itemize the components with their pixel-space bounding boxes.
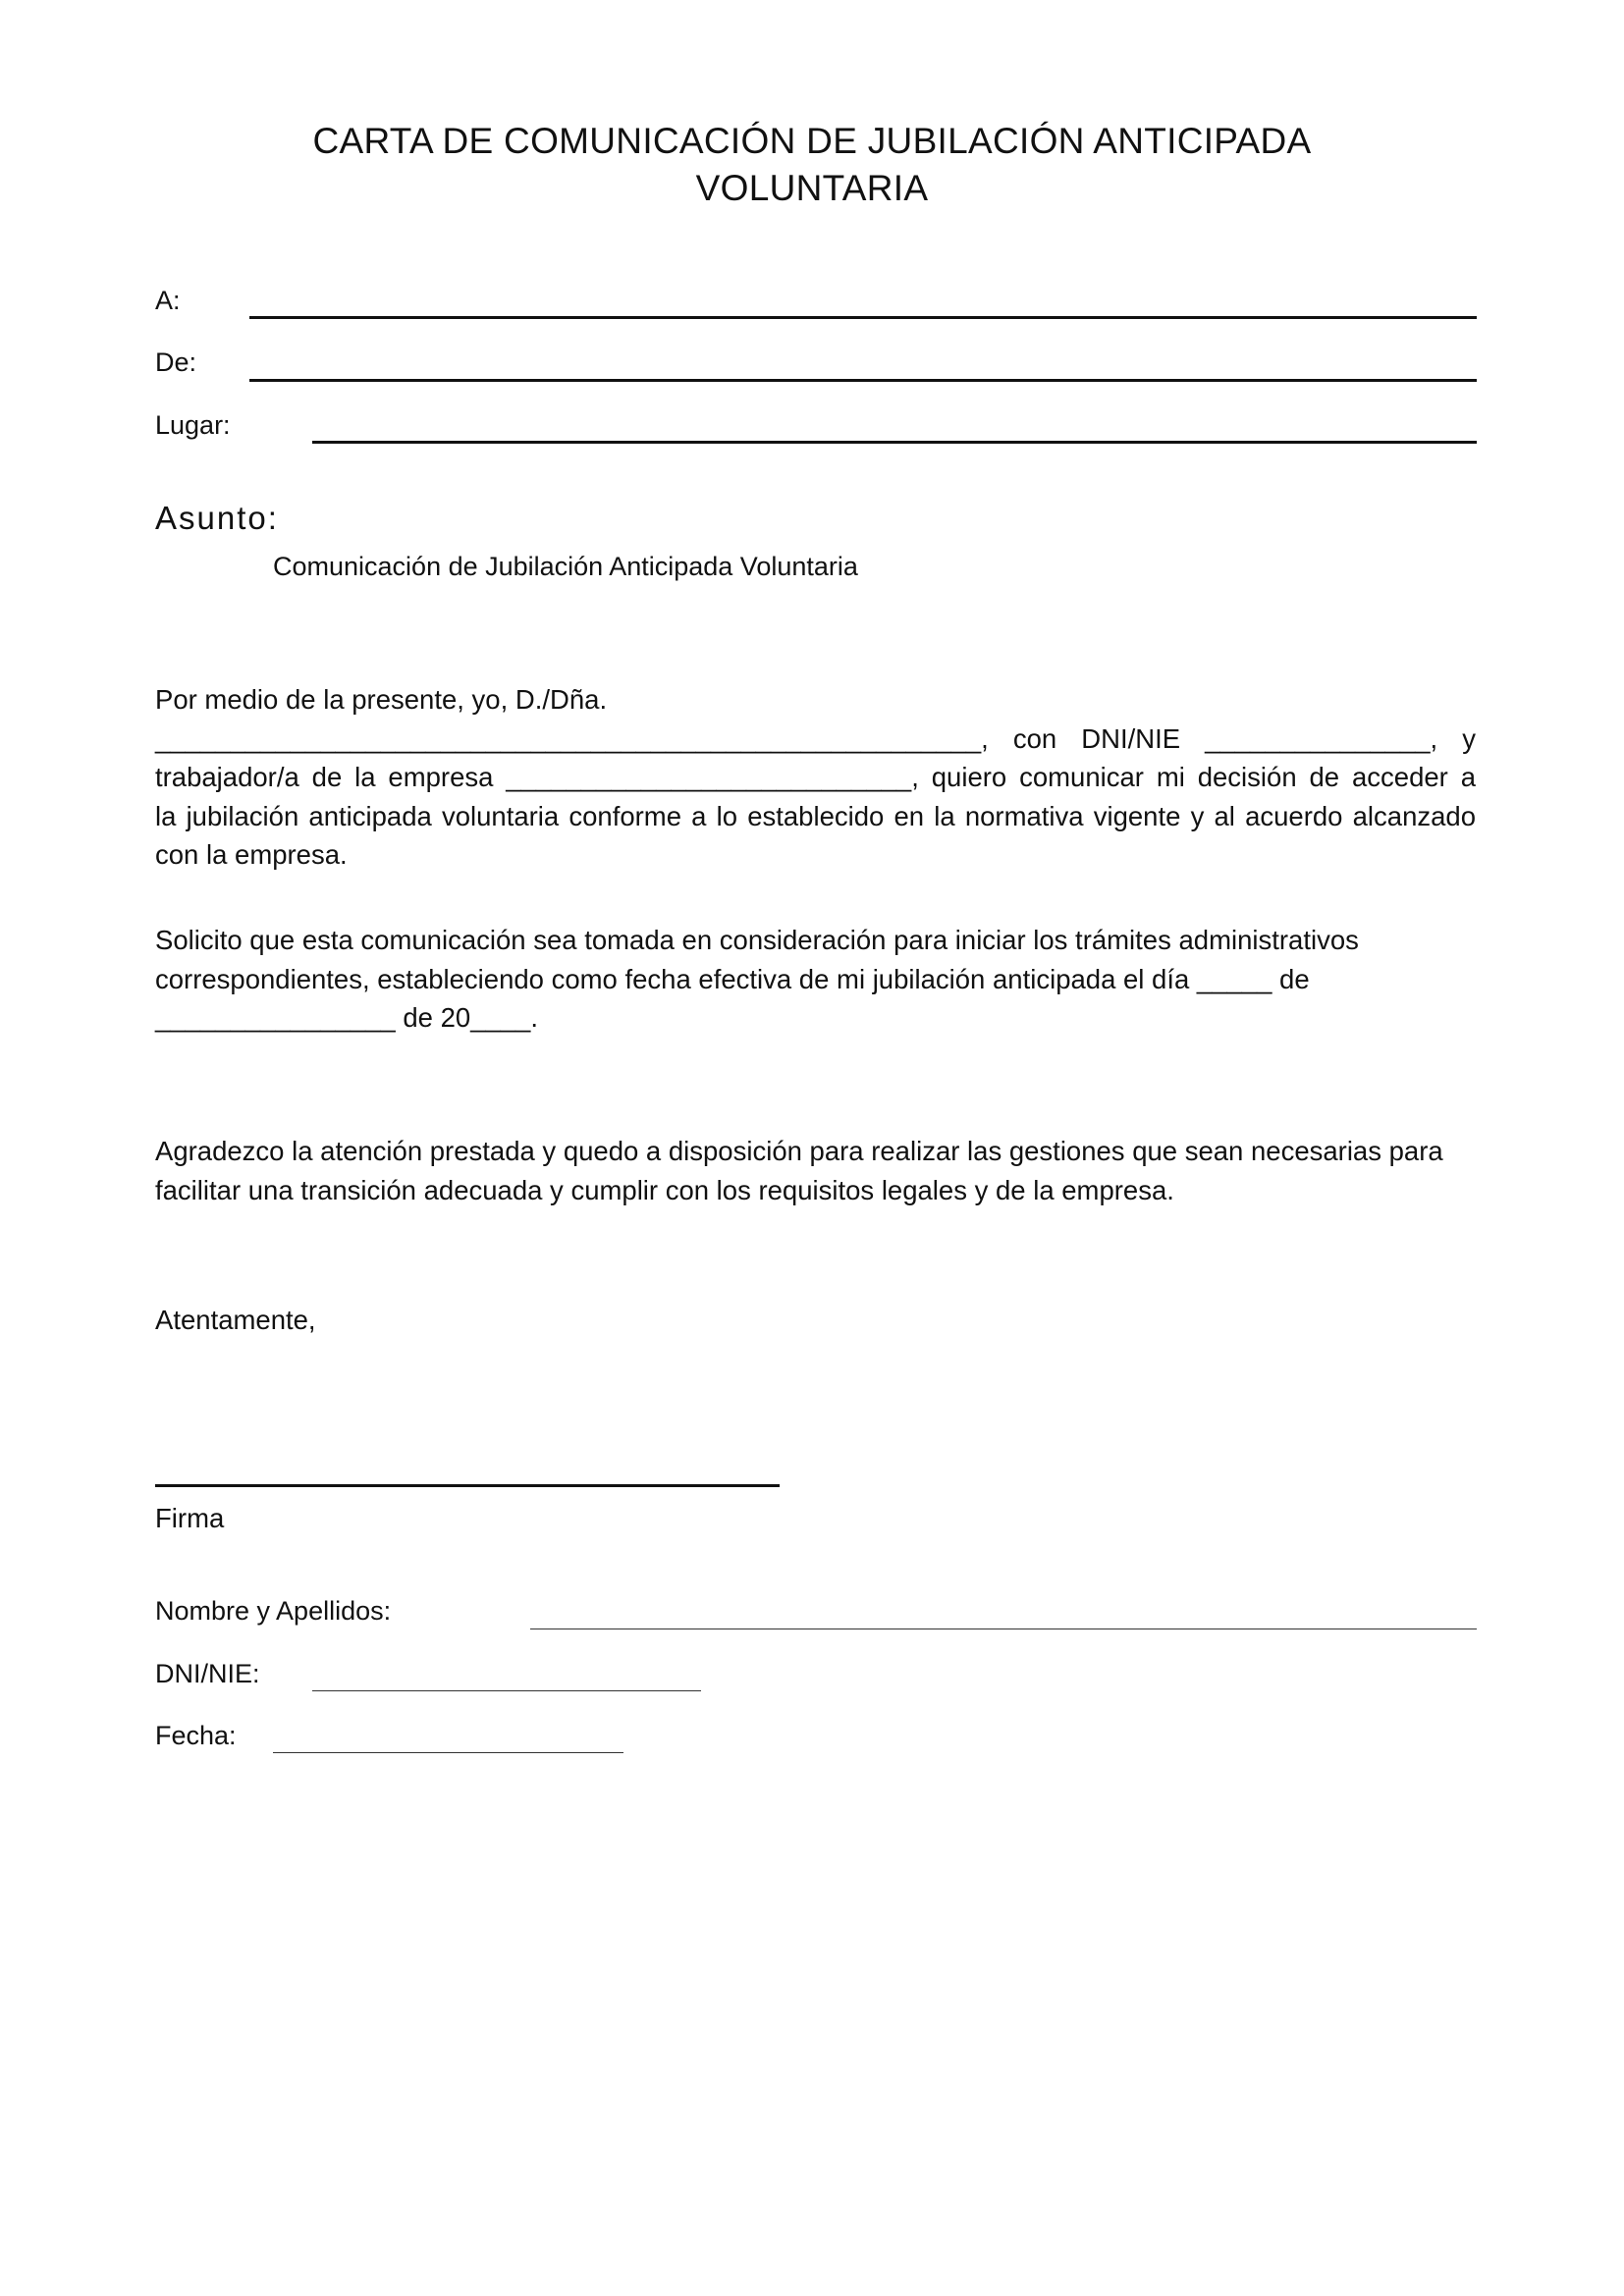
paragraph-intro-line-2: _______________________________________________________, con DNI/NIE _______________, y [155, 722, 1476, 754]
subject-text: Comunicación de Jubilación Anticipada Voluntaria [273, 552, 858, 581]
from-label: De: [155, 347, 197, 377]
to-field-line[interactable] [249, 316, 1477, 319]
paragraph-intro [155, 680, 1476, 875]
paragraph-thanks-line-2: facilitar una transición adecuada y cumplir con los requisitos legales y de la empresa. [155, 1174, 1174, 1205]
from-field-line[interactable] [249, 379, 1477, 382]
to-label: A: [155, 286, 181, 315]
id-field-line[interactable] [312, 1690, 701, 1691]
paragraph-intro-line-3: trabajador/a de la empresa ___________________________, quiero comunicar mi decisión de acceder a [155, 762, 1476, 792]
document-title [157, 118, 1467, 212]
title-line-1: CARTA DE COMUNICACIÓN DE JUBILACIÓN ANTICIPADA [312, 121, 1312, 161]
subject-heading: Asunto: [155, 500, 279, 536]
signature-label: Firma [155, 1503, 225, 1533]
paragraph-thanks-line-1: Agradezco la atención prestada y quedo a disposición para realizar las gestiones que sean necesarias para [155, 1136, 1443, 1166]
title-line-2: VOLUNTARIA [695, 168, 929, 208]
place-label: Lugar: [155, 410, 231, 440]
paragraph-intro-line-5: con la empresa. [155, 839, 348, 870]
name-label: Nombre y Apellidos: [155, 1596, 392, 1626]
place-field-line[interactable] [312, 441, 1477, 444]
paragraph-request-line-1: Solicito que esta comunicación sea tomada en consideración para iniciar los trámites administrativos [155, 925, 1359, 955]
date-label: Fecha: [155, 1721, 237, 1750]
paragraph-intro-line-4: la jubilación anticipada voluntaria conforme a lo establecido en la normativa vigente y al acuerdo alcanzado [155, 800, 1476, 831]
paragraph-thanks [155, 1132, 1476, 1209]
paragraph-intro-line-1: Por medio de la presente, yo, D./Dña. [155, 684, 608, 715]
date-field-line[interactable] [273, 1752, 623, 1753]
id-label: DNI/NIE: [155, 1659, 260, 1688]
paragraph-request-line-3: ________________ de 20____. [155, 1002, 538, 1033]
closing-text: Atentamente, [155, 1305, 316, 1335]
paragraph-request [155, 921, 1476, 1038]
paragraph-request-line-2: correspondientes, estableciendo como fecha efectiva de mi jubilación anticipada el día _____ de [155, 963, 1310, 994]
signature-line[interactable] [155, 1484, 780, 1487]
